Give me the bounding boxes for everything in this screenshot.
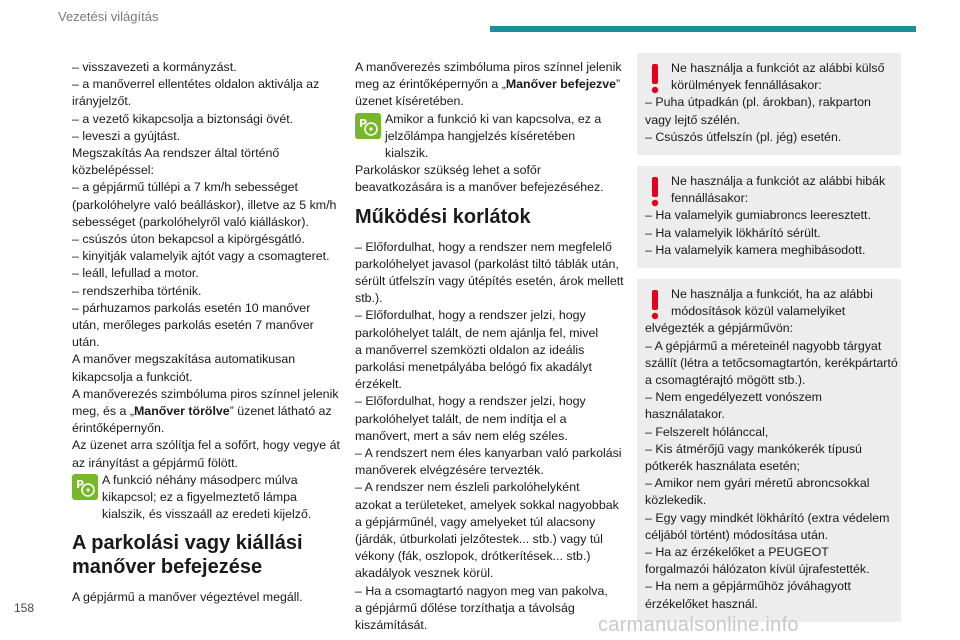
text-line: – a gépjármű túllépi a 7 km/h sebességet <box>72 180 298 195</box>
text-line: – Ha valamelyik gumiabroncs leeresztett. <box>645 208 871 223</box>
text-line: kialszik, és visszaáll az eredeti kijelző. <box>102 507 312 522</box>
text-line: kiszámítását. <box>355 618 428 633</box>
col2-text-e <box>355 239 623 635</box>
text-line: – Ha nem a gépjárműhöz jóváhagyott <box>645 579 851 594</box>
col1-text-a <box>72 59 344 403</box>
text-line: Ne használja a funkciót az alábbi külső <box>671 61 885 75</box>
text-line: A manőver megszakítása automatikusan <box>72 352 296 367</box>
text-line: (parkolóhelyre való beálláskor), illetve az 5 km/h <box>72 197 337 212</box>
warning-box-external-head <box>671 60 893 94</box>
col1-note <box>72 472 344 524</box>
text-line: – Egy vagy mindkét lökhárító (extra védelem <box>645 510 890 525</box>
text-line: – visszavezeti a kormányzást. <box>72 60 237 74</box>
svg-text:P: P <box>359 116 368 130</box>
text-line: parkolóhelyet javasol (parkolást tiltó táblák után, <box>355 256 619 271</box>
text-line: érzékelt. <box>355 377 402 392</box>
text-line: pótkerék használata esetén; <box>645 459 800 474</box>
text-line: Megszakítás Aa rendszer által történő <box>72 146 280 161</box>
column-3 <box>637 53 901 633</box>
warning-box-faults-lines <box>645 207 893 259</box>
column-2 <box>355 59 623 634</box>
text-line: – A rendszert nem éles kanyarban való parkolási <box>355 446 622 461</box>
col1-note-text <box>102 472 344 524</box>
text-line: – csúszós úton bekapcsol a kipörgésgátló. <box>72 232 305 247</box>
text-line: – Ha a csomagtartó nagyon meg van pakolva, <box>355 583 608 598</box>
text-line: – Csúszós útfelszín (pl. jég) esetén. <box>645 129 842 144</box>
text-line: – leáll, lefullad a motor. <box>72 266 199 281</box>
text-line: Az üzenet arra szólítja fel a sofőrt, hogy vegye át <box>72 438 340 453</box>
warning-box-external-lines <box>645 94 893 146</box>
text-line: – Előfordulhat, hogy a rendszer jelzi, hogy <box>355 308 586 323</box>
warning-icon <box>649 290 661 320</box>
section-heading-parking-end <box>72 531 344 579</box>
text-line: – Előfordulhat, hogy a rendszer jelzi, hogy <box>355 394 586 409</box>
text-line: után, merőleges parkolás esetén 7 manőver <box>72 318 314 333</box>
text-line: a gépjármű dőlése torzíthatja a távolság <box>355 600 575 615</box>
text-line: – Ha valamelyik kamera meghibásodott. <box>645 242 866 257</box>
text-line: jelzőlámpa hangjelzés kíséretében <box>385 128 576 143</box>
col1-line-bold: meg, és a „Manőver törölve” üzenet látható az <box>72 404 332 419</box>
text-line: közbelépéssel: <box>72 163 154 178</box>
text-line: fennállásakor: <box>671 191 749 206</box>
text-line: (járdák, útburkolati jelzőtestek... stb.) vagy túl <box>355 532 603 547</box>
text-line: sérült útfelszín vagy útépítés esetén, árok mellett <box>355 274 624 289</box>
text-line: az irányítást a gépjármű fölött. <box>72 455 238 470</box>
text-line: irányjelzőt. <box>72 94 132 109</box>
text-line: parkolóhelyet talált, de nem indítja el a <box>355 411 567 426</box>
text-line: – a vezető kikapcsolja a biztonsági övét. <box>72 111 294 126</box>
text-line: vékony (fák, oszlopok, drótkerítések... stb.) <box>355 549 591 564</box>
warning-icon <box>649 64 661 94</box>
text-line: beavatkozására is a manőver befejezéséhez. <box>355 180 604 195</box>
text-line: kikapcsolja a funkciót. <box>72 369 193 384</box>
warning-box-modifications-lines <box>645 320 898 612</box>
header-title: Vezetési világítás <box>58 9 159 24</box>
svg-text:P: P <box>76 477 85 491</box>
text-line: – a manőverrel ellentétes oldalon aktiválja az <box>72 77 320 92</box>
warning-box-external <box>637 53 901 155</box>
text-line: – Amikor nem gyári méretű abroncsokkal <box>645 476 870 491</box>
text-line: után. <box>72 335 100 350</box>
col1-text-c <box>72 420 344 472</box>
warning-box-modifications-head <box>671 286 893 320</box>
text-line: parkolóhelyet talált, de nem ajánlja fel, mivel <box>355 325 599 340</box>
text-line: – kinyitják valamelyik ajtót vagy a csomagteret. <box>72 249 330 264</box>
text-line: a manőverrel szemközti oldalon az ideális <box>355 342 585 357</box>
text-line: céljából történt) módosítása után. <box>645 527 829 542</box>
section-heading-limitations: Működési korlátok <box>355 205 531 228</box>
warning-box-faults <box>637 166 901 268</box>
warning-box-modifications <box>637 279 901 622</box>
col2-note <box>355 111 623 163</box>
header-accent-bar <box>490 26 916 32</box>
text-line: módosítások közül valamelyiket <box>671 304 846 319</box>
warning-icon <box>649 177 661 207</box>
parking-assist-icon <box>72 474 98 500</box>
text-line: a gépjárműnél, vagy amelyeket túl alacsony <box>355 514 596 529</box>
text-line: A gépjármű a manőver végeztével megáll. <box>72 590 303 605</box>
text-line: érzékelőket használ. <box>645 596 758 611</box>
text-line: közlekedik. <box>645 493 707 508</box>
text-line: Amikor a funkció ki van kapcsolva, ez a <box>385 111 602 126</box>
col1-text-d <box>72 589 344 606</box>
message-manover-torolve: Manőver törölve <box>133 404 230 419</box>
text-line: használatakor. <box>645 407 725 422</box>
text-line: sebességet (parkolóhelyről való kiálláskor). <box>72 214 309 229</box>
col2-line-c: üzenet kíséretében. <box>355 94 464 109</box>
text-line: manőverek elvégzésére tervezték. <box>355 463 544 478</box>
text-line: Ne használja a funkciót az alábbi hibák <box>671 174 886 189</box>
text-line: manőver befejezése <box>72 556 263 579</box>
page-number: 158 <box>14 601 35 615</box>
message-manover-befejezve: Manőver befejezve <box>505 77 617 92</box>
text-line: parkolási menetpályába belógó fix akadályt <box>355 360 592 375</box>
text-line: érintőképernyőn. <box>72 421 165 436</box>
text-line: manővert, mert a sáv nem elég széles. <box>355 428 568 443</box>
text-line: – Puha útpadkán (pl. árokban), rakparton <box>645 95 871 110</box>
text-line: – Ha az érzékelőket a PEUGEOT <box>645 545 829 560</box>
col2-line-a: A manőverezés szimbóluma piros színnel jelenik <box>355 60 622 74</box>
text-line: vagy lejtő szélén. <box>645 112 741 127</box>
text-line: a csomagtérajtó mögött stb.). <box>645 373 806 388</box>
text-line: A manőverezés szimbóluma piros színnel jelenik <box>72 386 339 401</box>
text-line: stb.). <box>355 291 383 306</box>
parking-assist-icon <box>355 113 381 139</box>
text-line: azokat a területeket, amelyek sokkal nagyobbak <box>355 497 619 512</box>
col2-line-bold: meg az érintőképernyőn a „Manőver befejezve” <box>355 77 621 92</box>
text-line: – rendszerhiba történik. <box>72 283 202 298</box>
text-line: szállít (létra a tetőcsomagtartón, kerékpártartó <box>645 355 898 370</box>
text-line: – leveszi a gyújtást. <box>72 128 181 143</box>
text-line: – párhuzamos parkolás esetén 10 manőver <box>72 300 311 315</box>
text-line: forgalmazói hálózaton kívül újrafestették. <box>645 562 870 577</box>
text-line: – Felszerelt hólánccal, <box>645 424 769 439</box>
col2-note-text <box>385 111 623 163</box>
text-line: – A rendszer nem észleli parkolóhelyként <box>355 480 580 495</box>
text-line: – Előfordulhat, hogy a rendszer nem megfelelő <box>355 239 612 254</box>
text-line: kialszik. <box>385 146 429 161</box>
text-line: elvégezték a gépjárművön: <box>645 321 794 336</box>
text-line: körülmények fennállásakor: <box>671 78 822 93</box>
column-1 <box>72 59 344 607</box>
text-line: – Kis átmérőjű vagy mankókerék típusú <box>645 441 862 456</box>
text-line: – Nem engedélyezett vonószem <box>645 390 823 405</box>
text-line: Ne használja a funkciót, ha az alábbi <box>671 287 873 302</box>
text-line: akadályok vesznek körül. <box>355 566 494 581</box>
text-line: A funkció néhány másodperc múlva <box>102 472 298 487</box>
text-line: Parkoláskor szükség lehet a sofőr <box>355 163 541 178</box>
watermark: carmanualsonline.info <box>598 614 799 636</box>
warning-box-faults-head <box>671 173 893 207</box>
text-line: – Ha valamelyik lökhárító sérült. <box>645 225 821 240</box>
text-line: kikapcsol; ez a figyelmeztető lámpa <box>102 490 297 505</box>
col2-text-d <box>355 162 623 196</box>
text-line: A parkolási vagy kiállási <box>72 532 303 555</box>
text-line: – A gépjármű a méreteinél nagyobb tárgyat <box>645 338 882 353</box>
